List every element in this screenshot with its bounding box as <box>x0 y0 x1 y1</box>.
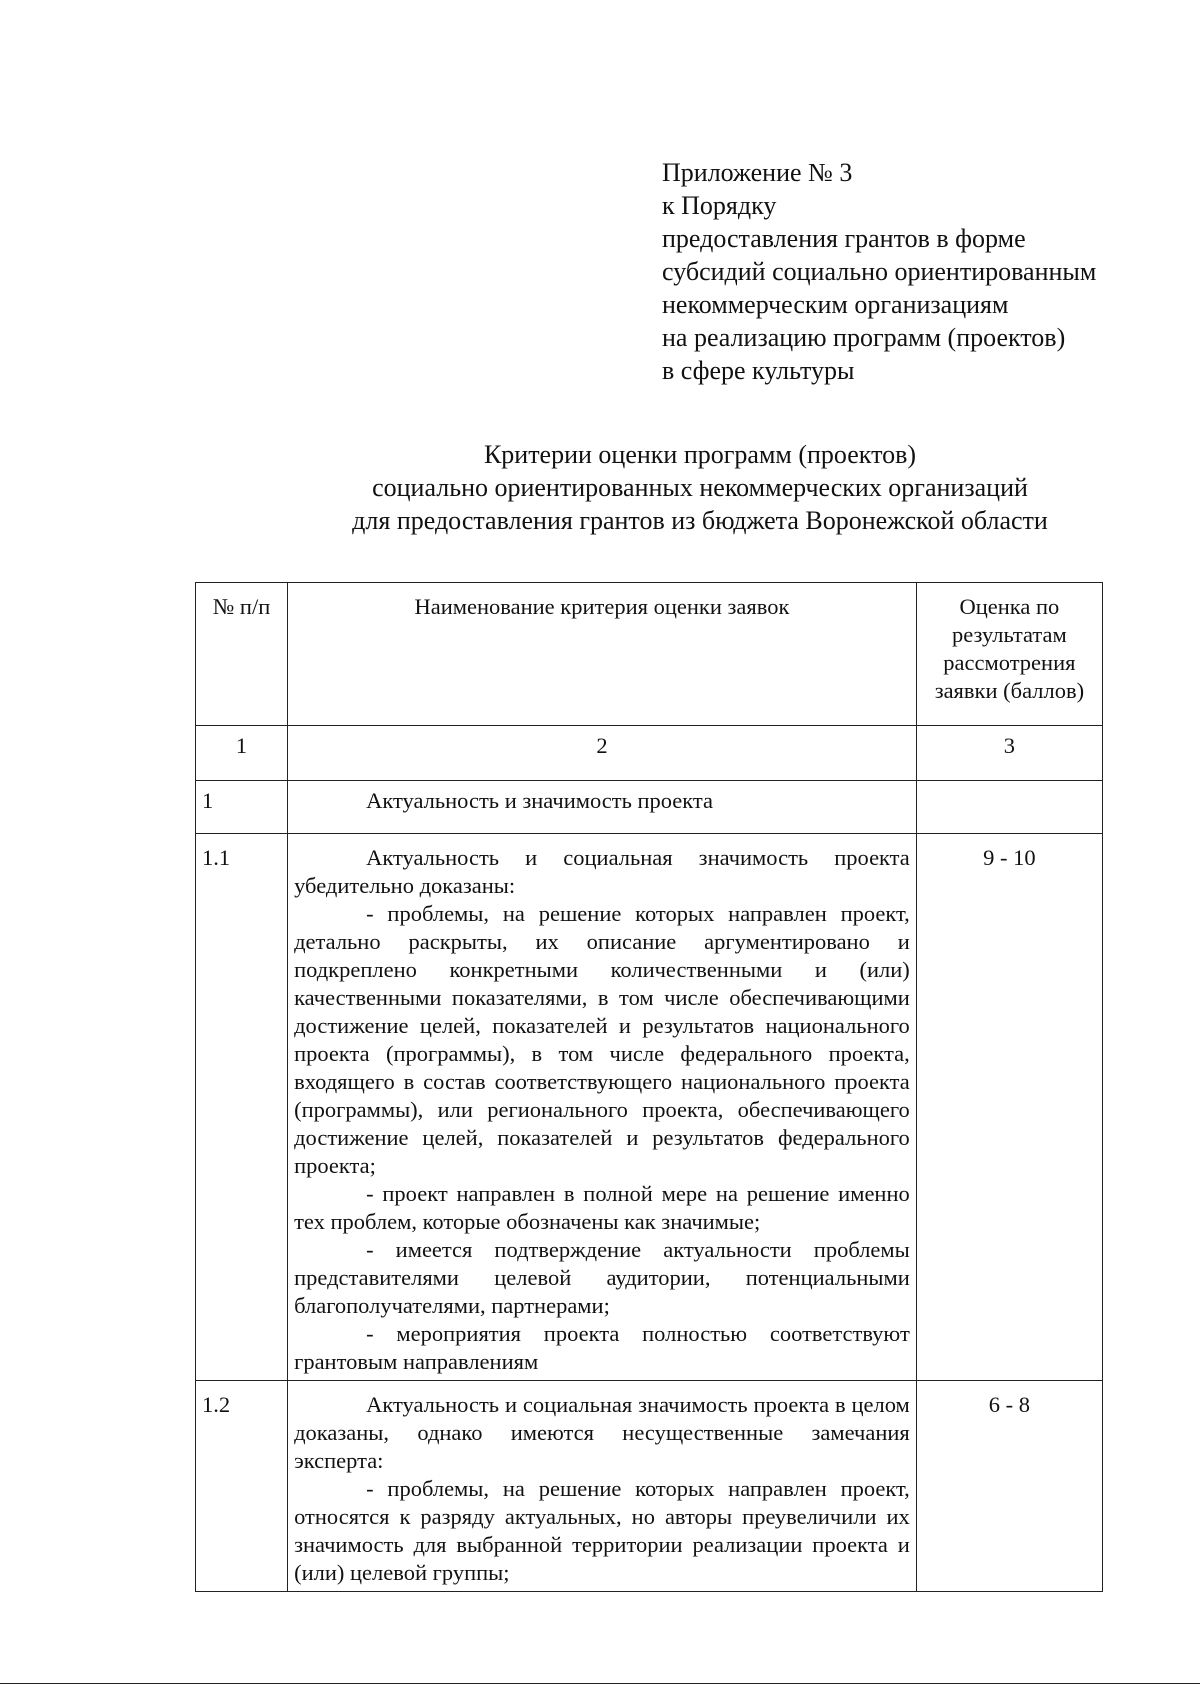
title-line: Критерии оценки программ (проектов) <box>483 440 917 469</box>
section-score <box>916 781 1102 834</box>
criterion-paragraph: - проект направлен в полной мере на решение именно тех проблем, которые обозначены как значимые; <box>294 1181 910 1234</box>
header-score: Оценка по результатам рассмотрения заявки (баллов) <box>916 583 1102 726</box>
header-criterion: Наименование критерия оценки заявок <box>288 583 917 726</box>
row-criterion-text <box>288 1381 917 1592</box>
section-name: Актуальность и значимость проекта <box>288 781 917 834</box>
column-number: 3 <box>916 726 1102 781</box>
section-number: 1 <box>196 781 288 834</box>
column-number-row <box>196 726 1103 781</box>
appendix-line: субсидий социально ориентированным <box>662 257 1097 286</box>
column-number: 1 <box>196 726 288 781</box>
title-line: для предоставления грантов из бюджета Воронежской области <box>352 506 1048 535</box>
row-score: 9 - 10 <box>916 834 1102 1381</box>
criterion-paragraph: Актуальность и социальная значимость проекта убедительно доказаны: <box>294 845 910 898</box>
section-row <box>196 781 1103 834</box>
table-header-row <box>196 583 1103 726</box>
criterion-paragraph: - проблемы, на решение которых направлен проект, детально раскрыты, их описание аргументировано и подкреплено конкретными количественными и (или) качественными показателями, в том числе обеспечивающими достижение целей, показателей и результатов национального проекта (программы), в том числе федерального проекта, входящего в состав соответствующего национального проекта (программы), или регионального проекта, обеспечивающего достижение целей, показателей и результатов федерального проекта; <box>294 901 910 1178</box>
header-number: № п/п <box>196 583 288 726</box>
appendix-block <box>662 156 1096 387</box>
criterion-paragraph: - имеется подтверждение актуальности проблемы представителями целевой аудитории, потенциальными благополучателями, партнерами; <box>294 1237 910 1318</box>
appendix-line: на реализацию программ (проектов) <box>662 323 1066 352</box>
criterion-paragraph: Актуальность и социальная значимость проекта в целом доказаны, однако имеются несущественные замечания эксперта: <box>294 1392 910 1473</box>
page-bottom-rule <box>0 1683 1200 1684</box>
criteria-table <box>195 582 1103 1592</box>
appendix-line: предоставления грантов в форме <box>662 224 1026 253</box>
row-score: 6 - 8 <box>916 1381 1102 1592</box>
appendix-line: в сфере культуры <box>662 356 855 385</box>
document-title <box>0 438 1200 537</box>
appendix-line: некоммерческим организациям <box>662 290 1009 319</box>
table-row <box>196 834 1103 1381</box>
appendix-line: к Порядку <box>662 191 777 220</box>
appendix-line: Приложение № 3 <box>662 158 853 187</box>
row-number: 1.2 <box>196 1381 288 1592</box>
criterion-paragraph: - мероприятия проекта полностью соответствуют грантовым направлениям <box>294 1321 910 1374</box>
row-criterion-text <box>288 834 917 1381</box>
column-number: 2 <box>288 726 917 781</box>
criterion-paragraph: - проблемы, на решение которых направлен проект, относятся к разряду актуальных, но авторы преувеличили их значимость для выбранной территории реализации проекта и (или) целевой группы; <box>294 1476 910 1585</box>
table-row <box>196 1381 1103 1592</box>
row-number: 1.1 <box>196 834 288 1381</box>
title-line: социально ориентированных некоммерческих организаций <box>372 473 1028 502</box>
